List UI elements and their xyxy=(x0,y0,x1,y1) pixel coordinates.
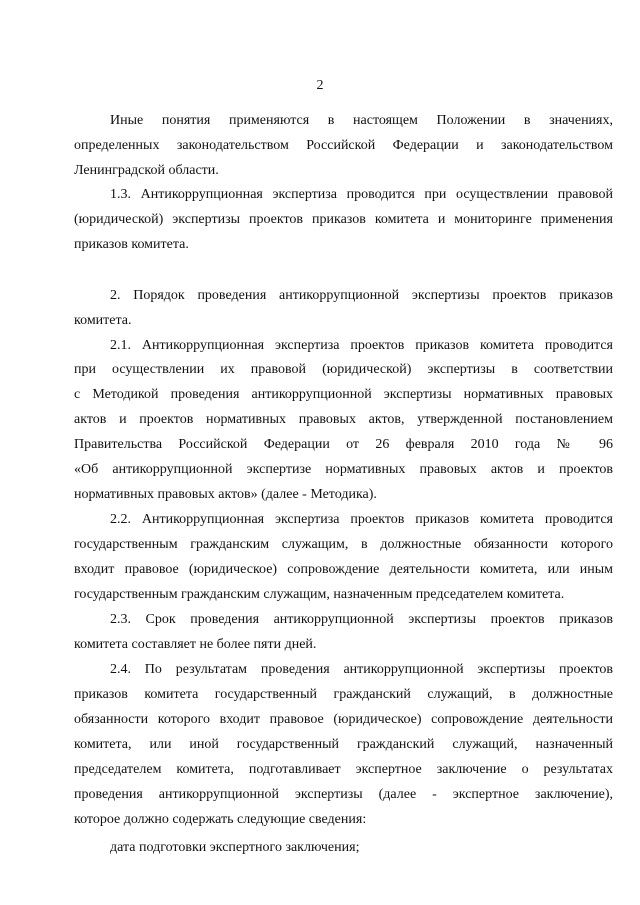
paragraph-line: при осуществлении их правовой (юридической) экспертизы в соответствии xyxy=(74,362,613,377)
paragraph-line: проведения антикоррупционной экспертизы (далее - экспертное заключение), xyxy=(74,787,613,802)
paragraph-line: 2.3. Срок проведения антикоррупционной экспертизы проектов приказов xyxy=(110,612,613,627)
paragraph-line: государственным гражданским служащим, назначенным председателем комитета. xyxy=(74,587,565,602)
paragraph-line: актов и проектов нормативных правовых актов, утвержденной постановлением xyxy=(74,412,613,427)
section-heading-line: комитета. xyxy=(74,313,132,328)
paragraph-line: с Методикой проведения антикоррупционной экспертизы нормативных правовых xyxy=(74,387,613,402)
paragraph-line: Ленинградской области. xyxy=(74,163,219,178)
paragraph-line: приказов комитета. xyxy=(74,237,189,252)
paragraph-line: обязанности которого входит правовое (юридическое) сопровождение деятельности xyxy=(74,712,613,727)
paragraph-line: Правительства Российской Федерации от 26 февраля 2010 года № 96 xyxy=(74,437,613,452)
paragraph-line: которое должно содержать следующие сведения: xyxy=(74,812,367,827)
paragraph-line: (юридической) экспертизы проектов приказов комитета и мониторинге применения xyxy=(74,212,613,227)
page-number: 2 xyxy=(316,78,324,93)
paragraph-line: государственным гражданским служащим, в должностные обязанности которого xyxy=(74,537,613,552)
paragraph-line: 2.4. По результатам проведения антикоррупционной экспертизы проектов xyxy=(110,662,613,677)
paragraph-line: нормативных правовых актов» (далее - Методика). xyxy=(74,487,377,502)
paragraph-line: «Об антикоррупционной экспертизе нормативных правовых актов и проектов xyxy=(74,462,613,477)
paragraph-line: определенных законодательством Российской Федерации и законодательством xyxy=(74,138,613,153)
paragraph-line: входит правовое (юридическое) сопровождение деятельности комитета, или иным xyxy=(74,562,613,577)
paragraph-line: Иные понятия применяются в настоящем Положении в значениях, xyxy=(110,113,613,128)
list-item-line: дата подготовки экспертного заключения; xyxy=(110,840,360,855)
paragraph-line: комитета составляет не более пяти дней. xyxy=(74,637,317,652)
paragraph-line: приказов комитета государственный гражданский служащий, в должностные xyxy=(74,687,613,702)
paragraph-line: 1.3. Антикоррупционная экспертиза проводится при осуществлении правовой xyxy=(110,187,613,202)
paragraph-line: председателем комитета, подготавливает экспертное заключение о результатах xyxy=(74,762,613,777)
paragraph-line: 2.2. Антикоррупционная экспертиза проектов приказов комитета проводится xyxy=(110,512,613,527)
section-heading-line: 2. Порядок проведения антикоррупционной экспертизы проектов приказов xyxy=(110,288,613,303)
paragraph-line: комитета, или иной государственный гражданский служащий, назначенный xyxy=(74,737,613,752)
paragraph-line: 2.1. Антикоррупционная экспертиза проектов приказов комитета проводится xyxy=(110,338,613,353)
